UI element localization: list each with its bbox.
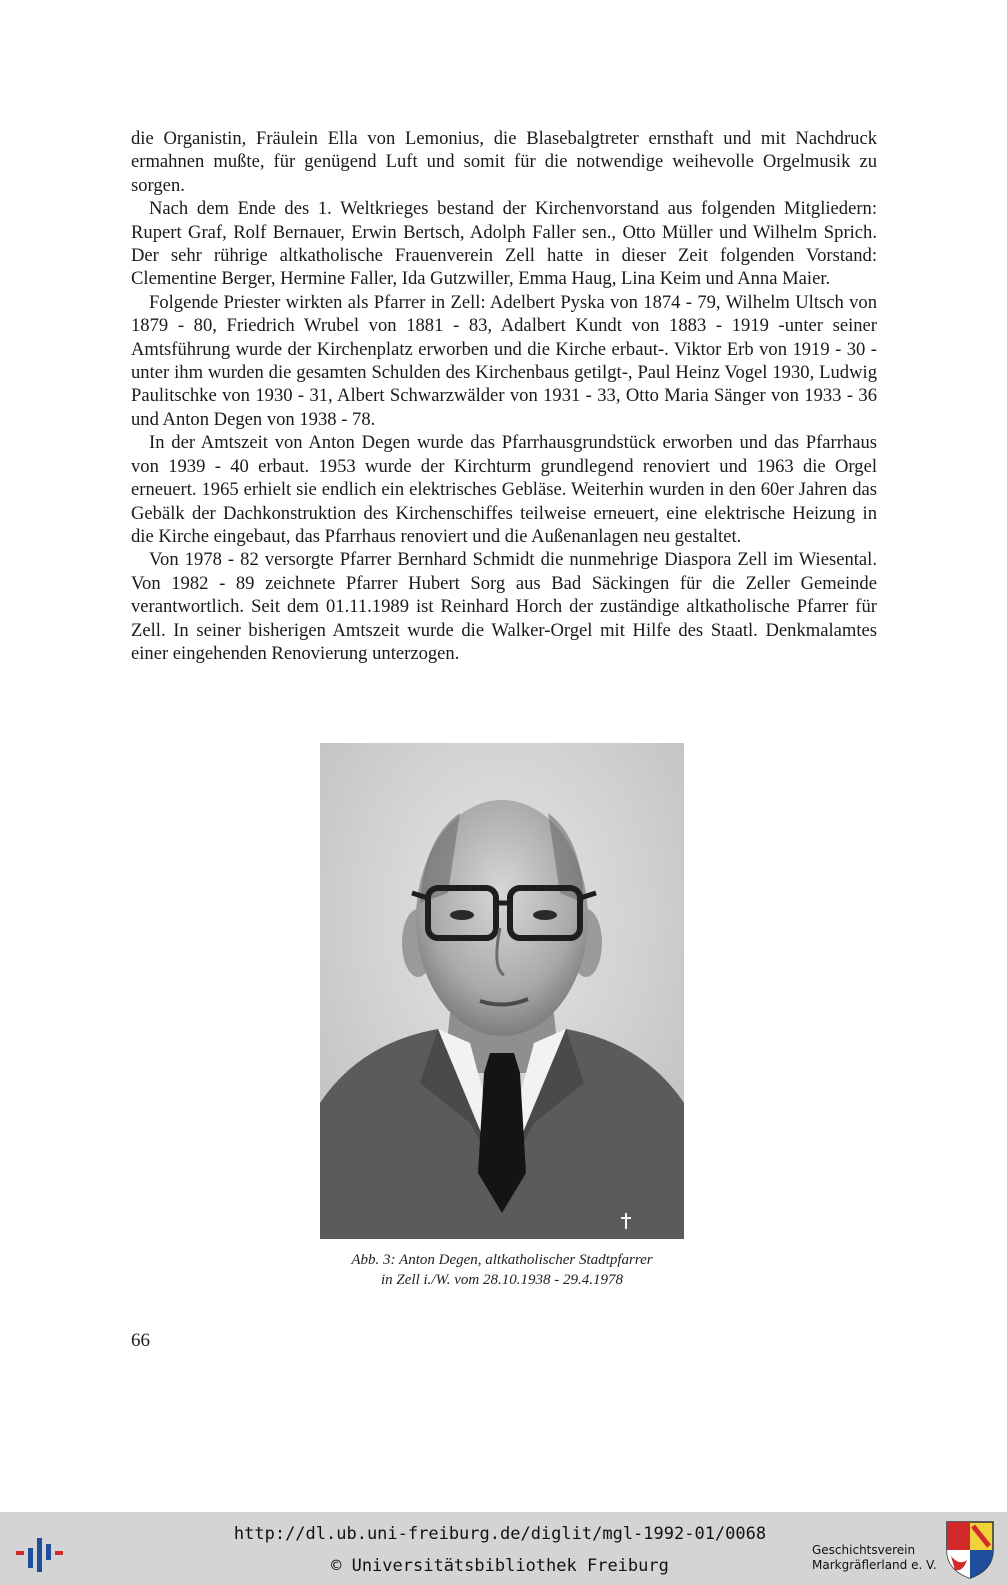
- society-name-line: Geschichtsverein: [812, 1543, 916, 1557]
- caption-line: in Zell i./W. vom 28.10.1938 - 29.4.1978: [381, 1272, 623, 1288]
- caption-line: Abb. 3: Anton Degen, altkatholischer Stadtpfarrer: [351, 1252, 653, 1268]
- ub-freiburg-logo-icon[interactable]: [16, 1534, 66, 1572]
- document-url-link[interactable]: http://dl.ub.uni-freiburg.de/diglit/mgl-1992-01/0068: [233, 1524, 767, 1544]
- paragraph: die Organistin, Fräulein Ella von Lemonius, die Blasebalgtreter ernsthaft und mit Nachdruck ermahnen mußte, für genügend Luft und somit für die notwendige weihevolle Orgelmusik zu sorgen.: [131, 128, 877, 196]
- paragraph: In der Amtszeit von Anton Degen wurde das Pfarrhausgrundstück erworben und das Pfarrhaus von 1939 - 40 erbaut. 1953 wurde der Kirchturm grundlegend renoviert und 1963 die Orgel erneuert. 1965 erhielt sie endlich ein elektrisches Gebläse. Weiterhin wurden in den 60er Jahren das Gebälk der Dachkonstruktion des Kirchenschiffes teilweise erneuert, eine elektrische Heizung in die Kirche eingebaut, das Pfarrhaus renoviert und die Außenanlagen neu gestaltet.: [131, 432, 877, 547]
- page-number: 66: [131, 1330, 150, 1351]
- figure-caption: [300, 1250, 704, 1290]
- footer-bar: [0, 1512, 1007, 1585]
- portrait-image: [320, 743, 684, 1239]
- markgraeflerland-crest-icon[interactable]: [945, 1520, 995, 1580]
- copyright-text: © Universitätsbibliothek Freiburg: [331, 1556, 669, 1576]
- paragraph: Folgende Priester wirkten als Pfarrer in Zell: Adelbert Pyska von 1874 - 79, Wilhelm Ultsch von 1879 - 80, Friedrich Wrubel von 1881 - 83, Adalbert Kundt von 1883 - 1919 -unter seiner Amtsführung wurde der Kirchenplatz erworben und die Kirche erbaut-. Viktor Erb von 1919 - 30 - unter ihm wurden die gesamten Schulden des Kirchenbaus getilgt-, Paul Heinz Vogel 1930, Ludwig Paulitschke von 1930 - 31, Albert Schwarzwälder von 1931 - 33, Otto Maria Sänger von 1933 - 36 und Anton Degen von 1938 - 78.: [131, 291, 877, 430]
- paragraph: Nach dem Ende des 1. Weltkrieges bestand der Kirchenvorstand aus folgenden Mitgliedern: Rupert Graf, Rolf Bernauer, Erwin Bertsch, Adolph Faller sen., Otto Müller und Wilhelm Sprich. Der sehr rührige altkatholische Frauenverein Zell hatte in dieser Zeit folgenden Vorstand: Clementine Berger, Hermine Faller, Ida Gutzwiller, Emma Haug, Lina Keim und Anna Maier.: [131, 198, 877, 290]
- society-name-line: Markgräflerland e. V.: [812, 1558, 937, 1572]
- body-text: [131, 127, 877, 665]
- portrait-photo: [320, 743, 684, 1239]
- paragraph: Von 1978 - 82 versorgte Pfarrer Bernhard Schmidt die nunmehrige Diaspora Zell im Wiesental. Von 1982 - 89 zeichnete Pfarrer Hubert Sorg aus Bad Säckingen für die Zeller Gemeinde verantwortlich. Seit dem 01.11.1989 ist Reinhard Horch der zuständige altkatholische Pfarrer für Zell. In seiner bisherigen Amtszeit wurde die Walker-Orgel mit Hilfe des Staatl. Denkmalamtes einer eingehenden Renovierung unterzogen.: [131, 549, 877, 664]
- society-name: [812, 1543, 947, 1573]
